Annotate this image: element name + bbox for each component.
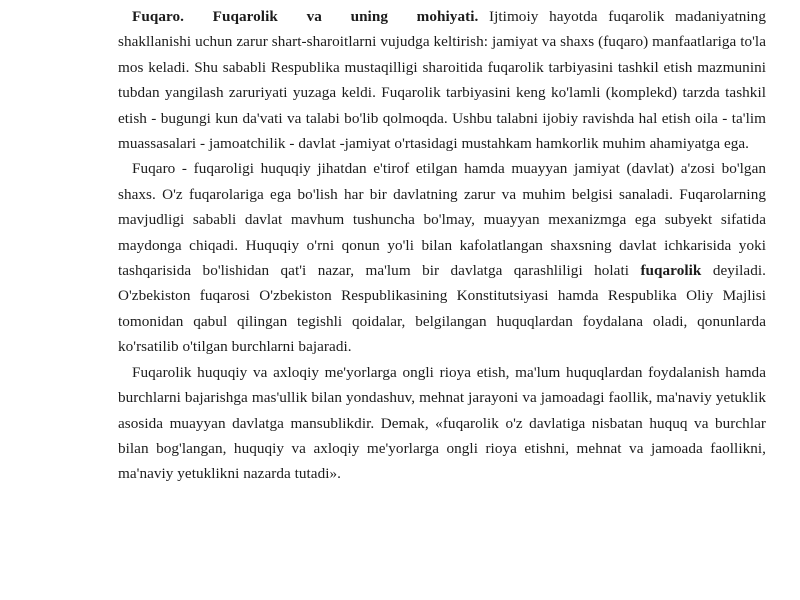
paragraph-text: Fuqarolik huquqiy va axloqiy me'yorlarga ongli rioya etish, ma'lum huquqlardan foydalanish hamda burchlarni bajarishga mas'ullik bilan yondashuv, mehnat jarayoni va jamoadagi faollik, ma'naviy yetuklik asosida muayyan davlatga mansublikdir. Demak, «fuqarolik o'z davlatiga nisbatan huquq va burchlar bilan bog'langan, huquqiy va axloqiy me'yorlarga ongli rioya etishni, mehnat va jamoada faollikni, ma'naviy yetuklikni nazarda tutadi». [118,363,766,483]
paragraph-intro [118,4,766,156]
paragraph-text: deyiladi. O'zbekiston fuqarosi O'zbekiston Respublikasining Konstitutsiyasi hamda Respublika Oliy Majlisi tomonidan qabul qilingan tegishli qoidalar, belgilangan huquqlardan foydalana oladi, qonunlarda ko'rsatilib o'tilgan burchlarni bajaradi. [118,262,766,356]
document-page [118,4,766,487]
paragraph-text: Fuqaro - fuqaroligi huquqiy jihatdan e'tirof etilgan hamda muayyan jamiyat (davlat) a'zosi bo'lgan shaxs. O'z fuqarolariga ega bo'lish har bir davlatning zarur va muhim belgisi sanaladi. Fuqarolarning mavjudligi sababli davlat mavhum tushuncha bo'lmay, muayyan mexanizmga ega subyekt sifatida maydonga chiqadi. Huquqiy o'rni qonun yo'li bilan kafolatlangan shaxsning davlat ichkarisida yoki tashqarisida bo'lishidan qat'i nazar, ma'lum bir davlatga qarashliligi holati [118,160,766,280]
paragraph-conclusion [118,360,766,487]
paragraph-definition [118,156,766,359]
highlighted-term: fuqarolik [640,262,702,280]
paragraph-text: Ijtimoiy hayotda fuqarolik madaniyatning shakllanishi uchun zarur shart-sharoitlarni vujudga keltirish: jamiyat va shaxs (fuqaro) manfaatlariga to'la mos keladi. Shu sababli Respublika mustaqilligi sharoitida fuqarolik tarbiyasini tashkil etish mazmunini tubdan yangilash zaruriyati yuzaga keldi. Fuqarolik tarbiyasini keng ko'lamli (komplekd) tarzda tashkil etish - bugungi kun da'vati va talabi bo'lib qolmoqda. Ushbu talabni ijobiy ravishda hal etish oila - ta'lim muassasalari - jamoatchilik - davlat -jamiyat o'rtasidagi mustahkam hamkorlik muhim ahamiyatga ega. [118,8,766,153]
section-heading: Fuqaro. Fuqarolik va uning mohiyati. [132,8,479,25]
